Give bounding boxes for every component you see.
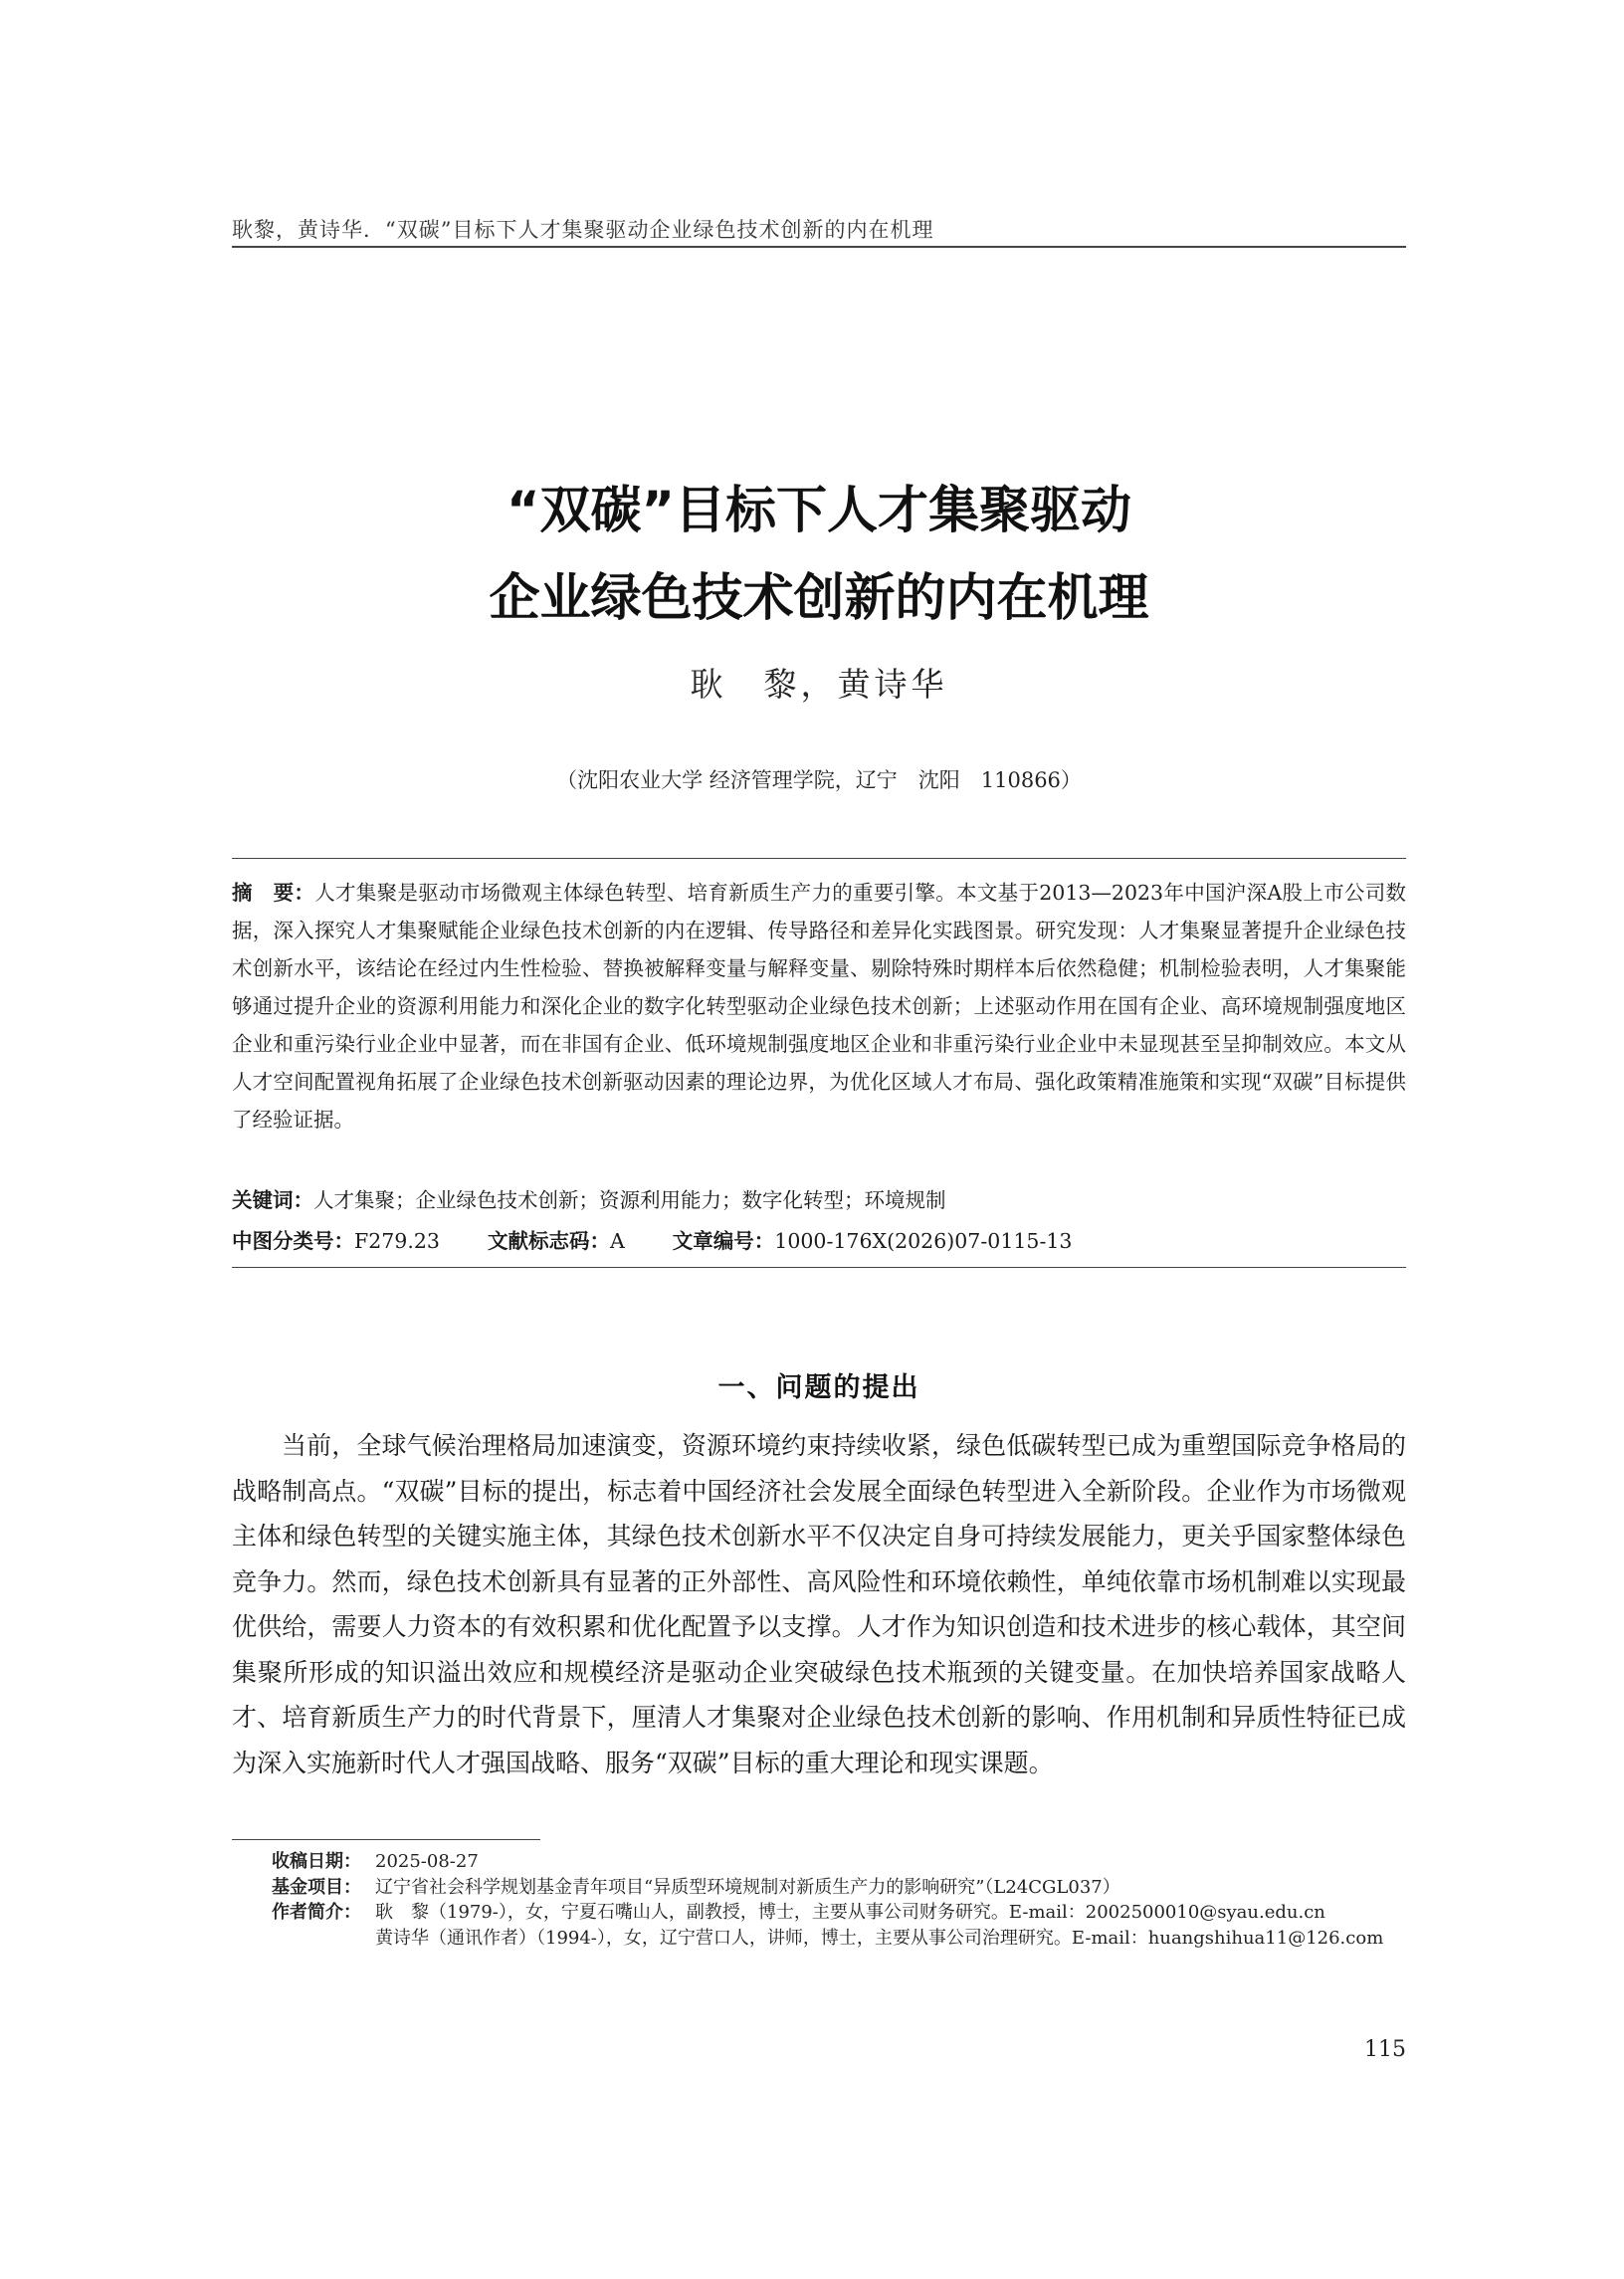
author-label: 作者简介： bbox=[272, 1902, 361, 1923]
doc-code-label: 文献标志码： bbox=[487, 1229, 610, 1253]
body-paragraph: 当前，全球气候治理格局加速演变，资源环境约束持续收紧，绿色低碳转型已成为重塑国际竞争格局的战略制高点。“双碳”目标的提出，标志着中国经济社会发展全面绿色转型进入全新阶段。企业作为市场微观主体和绿色转型的关键实施主体，其绿色技术创新水平不仅决定自身可持续发展能力，更关乎国家整体绿色竞争力。然而，绿色技术创新具有显著的正外部性、高风险性和环境依赖性，单纯依靠市场机制难以实现最优供给，需要人力资本的有效积累和优化配置予以支撑。人才作为知识创造和技术进步的核心载体，其空间集聚所形成的知识溢出效应和规模经济是驱动企业突破绿色技术瓶颈的关键变量。在加快培养国家战略人才、培育新质生产力的时代背景下，厘清人才集聚对企业绿色技术创新的影响、作用机制和异质性特征已成为深入实施新时代人才强国战略、服务“双碳”目标的重大理论和现实课题。 bbox=[232, 1431, 1406, 1777]
title-line-1: “双碳”目标下人才集聚驱动 bbox=[506, 482, 1132, 540]
header-rule bbox=[232, 246, 1406, 248]
classification-line bbox=[232, 1226, 1406, 1256]
author-1-bio: 耿 黎（1979-），女，宁夏石嘴山人，副教授，博士，主要从事公司财务研究。E-mail：2002500010@syau.edu.cn bbox=[375, 1902, 1325, 1923]
abstract-top-rule bbox=[232, 858, 1406, 859]
fund-value: 辽宁省社会科学规划基金青年项目“异质型环境规制对新质生产力的影响研究”（L24CGL037） bbox=[375, 1876, 1120, 1898]
page-number: 115 bbox=[1364, 2037, 1406, 2062]
article-no-value: 1000-176X(2026)07-0115-13 bbox=[774, 1229, 1073, 1253]
keywords bbox=[232, 1185, 1406, 1215]
running-header: 耿黎，黄诗华．“双碳”目标下人才集聚驱动企业绿色技术创新的内在机理 bbox=[232, 218, 934, 242]
doc-code-value: A bbox=[609, 1229, 625, 1253]
article-title bbox=[232, 468, 1406, 643]
abstract-label: 摘 要： bbox=[232, 881, 315, 905]
clc-value: F279.23 bbox=[354, 1229, 440, 1253]
affiliation: （沈阳农业大学 经济管理学院，辽宁 沈阳 110866） bbox=[556, 768, 1082, 792]
keywords-label: 关键词： bbox=[232, 1188, 313, 1212]
title-line-2: 企业绿色技术创新的内在机理 bbox=[489, 569, 1149, 628]
abstract-text: 人才集聚是驱动市场微观主体绿色转型、培育新质生产力的重要引擎。本文基于2013—2023年中国沪深A股上市公司数据，深入探究人才集聚赋能企业绿色技术创新的内在逻辑、传导路径和差异化实践图景。研究发现：人才集聚显著提升企业绿色技术创新水平，该结论在经过内生性检验、替换被解释变量与解释变量、剔除特殊时期样本后依然稳健；机制检验表明，人才集聚能够通过提升企业的资源利用能力和深化企业的数字化转型驱动企业绿色技术创新；上述驱动作用在国有企业、高环境规制强度地区企业和重污染行业企业中显著，而在非国有企业、低环境规制强度地区企业和非重污染行业企业中未显现甚至呈抑制效应。本文从人才空间配置视角拓展了企业绿色技术创新驱动因素的理论边界，为优化区域人才布局、强化政策精准施策和实现“双碳”目标提供了经验证据。 bbox=[232, 881, 1407, 1132]
footnote-authors bbox=[272, 1900, 1406, 1951]
author-2-bio: 黄诗华（通讯作者）（1994-），女，辽宁营口人，讲师，博士，主要从事公司治理研究。E-mail：huangshihua11@126.com bbox=[375, 1927, 1384, 1949]
footnotes bbox=[272, 1849, 1406, 1951]
abstract-bottom-rule bbox=[232, 1267, 1406, 1268]
fund-label: 基金项目： bbox=[272, 1876, 361, 1898]
authors: 耿 黎，黄诗华 bbox=[690, 665, 948, 704]
abstract bbox=[232, 874, 1406, 1139]
received-value: 2025-08-27 bbox=[375, 1851, 479, 1872]
section-heading: 一、问题的提出 bbox=[717, 1372, 920, 1403]
clc-label: 中图分类号： bbox=[232, 1229, 354, 1253]
article-no-label: 文章编号： bbox=[672, 1229, 775, 1253]
keywords-text: 人才集聚；企业绿色技术创新；资源利用能力；数字化转型；环境规制 bbox=[313, 1188, 946, 1212]
received-label: 收稿日期： bbox=[272, 1851, 361, 1872]
footnote-rule bbox=[232, 1839, 540, 1840]
footnote-fund bbox=[272, 1875, 1406, 1901]
footnote-received bbox=[272, 1849, 1406, 1875]
